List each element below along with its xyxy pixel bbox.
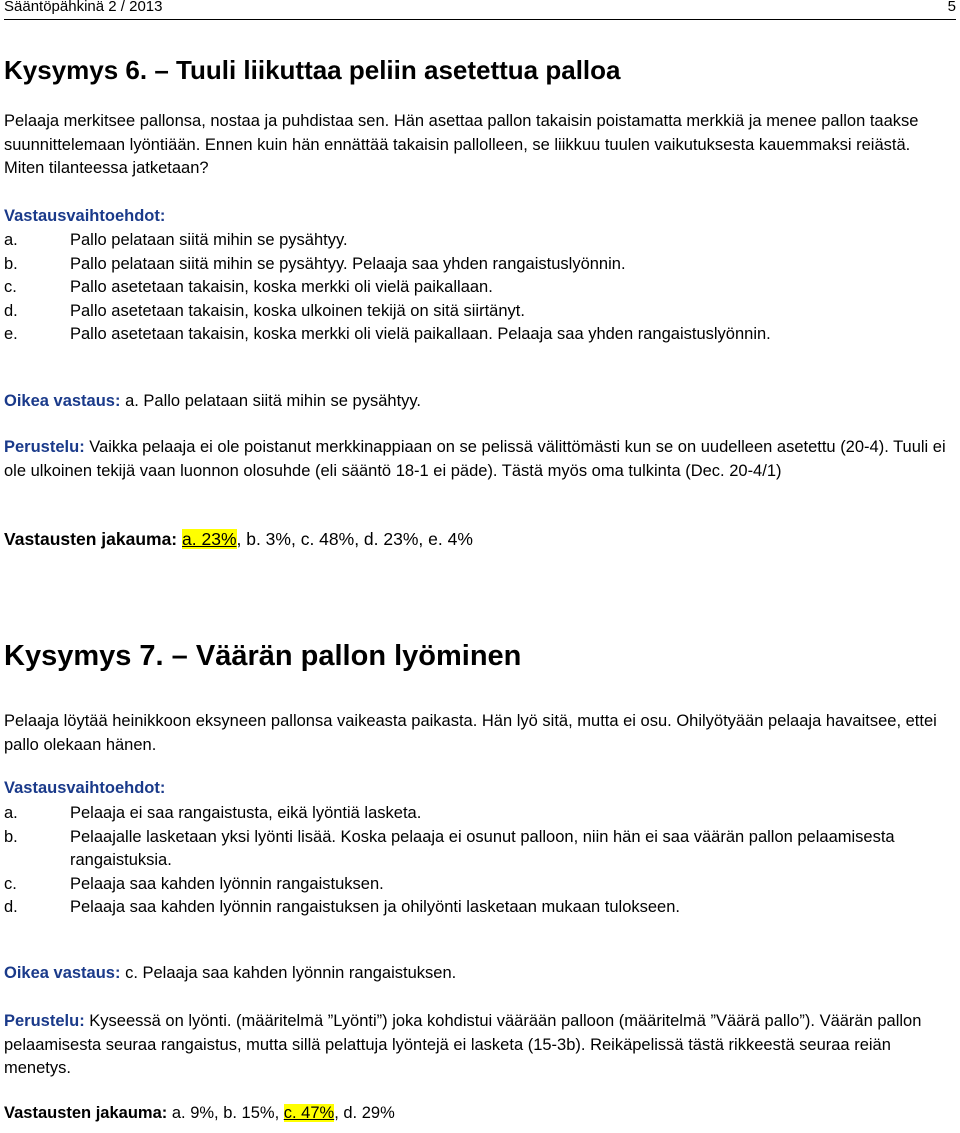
option-text: Pallo asetetaan takaisin, koska merkki oli vielä paikallaan. [70, 278, 493, 297]
option-item [4, 896, 954, 920]
option-item [4, 300, 954, 324]
option-letter: b. [4, 254, 18, 273]
question-6-title: Kysymys 6. – Tuuli liikuttaa peliin asetettua palloa [4, 55, 621, 85]
distribution-highlight: a. 23% [182, 529, 237, 549]
distribution-label: Vastausten jakauma: [4, 529, 178, 549]
header-rule [4, 19, 956, 20]
question-6-answer [4, 390, 954, 414]
option-text: Pelaaja saa kahden lyönnin rangaistuksen. [70, 874, 384, 893]
option-item [4, 276, 954, 300]
option-letter: d. [4, 301, 18, 320]
answer-label: Oikea vastaus: [4, 964, 121, 982]
option-letter: d. [4, 898, 18, 917]
distribution-before: a. 9%, b. 15%, [171, 1104, 284, 1122]
question-6-options-label: Vastausvaihtoehdot: [4, 207, 166, 225]
answer-label: Oikea vastaus: [4, 392, 121, 410]
option-letter: e. [4, 325, 18, 344]
option-item [4, 802, 954, 826]
answer-text: c. Pelaaja saa kahden lyönnin rangaistuksen. [125, 964, 457, 982]
header-publication: Sääntöpähkinä 2 / 2013 [4, 0, 163, 15]
distribution-highlight: c. 47% [283, 1104, 335, 1122]
question-6-reasoning [4, 436, 954, 483]
page-header [4, 0, 956, 22]
reason-label: Perustelu: [4, 438, 85, 456]
option-text: Pallo pelataan siitä mihin se pysähtyy. Pelaaja saa yhden rangaistuslyönnin. [70, 254, 626, 273]
option-text: Pelaajalle lasketaan yksi lyönti lisää. Koska pelaaja ei osunut palloon, niin hän ei saa väärän pallon pelaamisesta rangaistuksia. [70, 827, 895, 870]
option-text: Pelaaja saa kahden lyönnin rangaistuksen ja ohilyönti lasketaan mukaan tulokseen. [70, 898, 680, 917]
option-letter: a. [4, 231, 18, 249]
option-text: Pallo asetetaan takaisin, koska merkki oli vielä paikallaan. Pelaaja saa yhden rangaistuslyönnin. [70, 325, 771, 344]
option-text: Pallo asetetaan takaisin, koska ulkoinen tekijä on sitä siirtänyt. [70, 301, 525, 320]
question-7-distribution [4, 1102, 954, 1126]
option-letter: c. [4, 278, 17, 297]
option-text: Pelaaja ei saa rangaistusta, eikä lyöntiä lasketa. [70, 804, 422, 822]
reason-text: Kyseessä on lyönti. (määritelmä ”Lyönti”) joka kohdistui väärään palloon (määritelmä ”Väärä pallo”). Väärän pallon pelaamisesta seuraa rangaistus, mutta sillä pelattuja lyöntejä ei lasketa (15-3b). Reikäpelissä tästä rikkeestä seuraa reiän menetys. [4, 1012, 922, 1078]
option-item [4, 826, 954, 873]
question-6-distribution [4, 528, 954, 552]
distribution-rest: , b. 3%, c. 48%, d. 23%, e. 4% [236, 529, 473, 549]
option-item [4, 873, 954, 897]
question-7-reasoning [4, 1010, 954, 1081]
question-7-intro: Pelaaja löytää heinikkoon eksyneen pallonsa vaikeasta paikasta. Hän lyö sitä, mutta ei osu. Ohilyötyään pelaaja havaitsee, ettei pallo olekaan hänen. [4, 712, 937, 754]
question-7-answer [4, 962, 954, 986]
option-letter: b. [4, 827, 18, 846]
reason-label: Perustelu: [4, 1012, 85, 1030]
question-6-options [4, 229, 954, 347]
question-7-options-label: Vastausvaihtoehdot: [4, 779, 166, 797]
distribution-after: , d. 29% [334, 1104, 395, 1122]
option-text: Pallo pelataan siitä mihin se pysähtyy. [70, 231, 348, 249]
page-number: 5 [947, 0, 956, 15]
option-item [4, 253, 954, 277]
option-letter: c. [4, 874, 17, 893]
question-6-intro: Pelaaja merkitsee pallonsa, nostaa ja puhdistaa sen. Hän asettaa pallon takaisin poistamatta merkkiä ja menee pallon taakse suunnittelemaan lyöntiään. Ennen kuin hän ennättää takaisin pallolleen, se liikkuu tuulen vaikutuksesta kauemmaksi reiästä. Miten tilanteessa jatketaan? [4, 112, 919, 178]
option-item [4, 229, 954, 253]
distribution-label: Vastausten jakauma: [4, 1104, 168, 1122]
question-7-title: Kysymys 7. – Väärän pallon lyöminen [4, 640, 522, 672]
answer-text: a. Pallo pelataan siitä mihin se pysähtyy. [125, 392, 422, 410]
option-letter: a. [4, 804, 18, 822]
reason-text: Vaikka pelaaja ei ole poistanut merkkinappiaan on se pelissä välittömästi kun se on uudelleen asetettu (20-4). Tuuli ei ole ulkoinen tekijä vaan luonnon olosuhde (eli sääntö 18-1 ei päde). Tästä myös oma tulkinta (Dec. 20-4/1) [4, 438, 946, 480]
question-7-options [4, 802, 954, 920]
option-item [4, 323, 954, 347]
